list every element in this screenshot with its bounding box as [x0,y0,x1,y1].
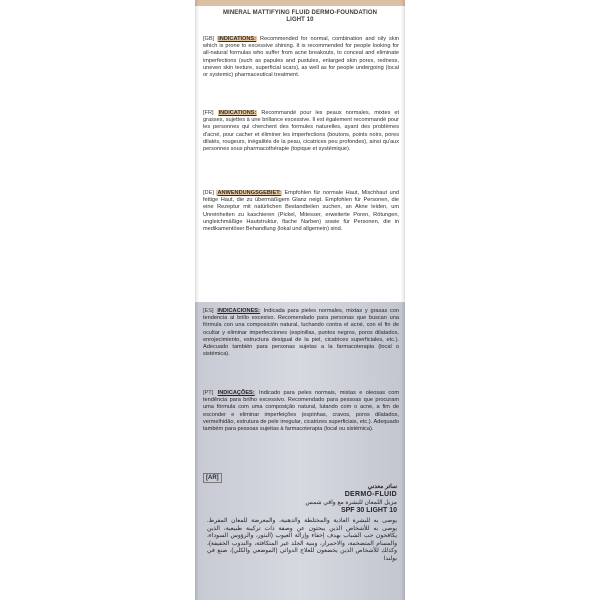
text-gb: Recommended for normal, combination and oily skin which is prone to excessive shining. It is recommended for people looking for all-natural formulas who suffer from acne breakouts, to conceal and eliminate imperfections (such as papules and pustules, enlarged skin pores, redness, uneven skin texture, superficial scars), as well as for people undergoing (local or systemic) pharmaceutical treatment. [203,36,400,79]
heading-pt: INDICAÇÕES: [217,390,255,396]
lang-code-pt: [PT] [203,390,214,396]
section-es [203,308,399,358]
section-pt [203,390,399,433]
ar-product-subtitle: مزيل اللمعان للبشرة مع واقي شمس [305,500,397,506]
heading-es: INDICACIONES: [217,308,260,314]
background-right [405,0,600,600]
product-title: MINERAL MATTIFYING FLUID DERMO-FOUNDATION [222,10,378,16]
ar-product-name: ساتر معدني [367,484,397,490]
background-left [0,0,195,600]
section-gb [203,36,399,79]
section-de [203,190,399,233]
text-fr: Recommandé pour les peaux normales, mixtes et grasses, sujettes à une brillance excessive. Il est également recommandé pour les personnes qui cherchent des formules naturelles, ayant des problèmes d'acné, pour cacher et éliminer les imperfections (boutons, points noirs, pores dilatés, rougeurs, inégalités de la peau, cicatrices peu profondes), ainsi qu'aux personnes sous pharmacothérapie (topique et systémique). [203,110,399,153]
heading-fr: INDICATIONS: [218,110,257,116]
text-de: Empfohlen für normale Haut, Mischhaut und fettige Haut, die zu übermäßigem Glanz neigt. Empfohlen für Personen, die eine Rezeptur mit natürlichen Bestandteilen suchen, an Akne leiden, um Unreinheiten zu kaschieren (Pickel, Mitesser, erweiterte Poren, Rötungen, ungleichmäßige Hautstruktur, flache Narben) sowie für Personen, die in medikamentöser Behandlung (lokal und allgemein) sind. [203,190,399,233]
text-ar: يوصى به للبشرة العادية والمختلطة والدهنية، والمعرضة للمعان المفرط. يوصى به للأشخاص الذين يبحثون عن وصفة ذات تركيبة طبيعية، الذين يكافحون حب الشباب بهدف إخفاء وإزالة العيوب (البثور، والرؤوس السوداء، والمسام المتضخمة، والاحمرار، وبنية الجلد غير المتكافئة، والندوب الخفيفة)، وكذلك للأشخاص الذين يخضعون للعلاج الدوائي (الموضعي والكلي). صنع في بولندا [207,518,397,562]
heading-de: ANWENDUNGSGEBIET: [217,190,281,196]
lang-code-de: [DE] [203,190,214,196]
section-fr [203,110,399,153]
box-edge-shadow-left [195,0,199,600]
ar-product-type: DERMO-FLUID [344,491,397,498]
box-edge-shadow-right [401,0,405,600]
product-shade: LIGHT 10 [286,17,314,23]
lang-code-fr: [FR] [203,110,214,116]
lang-code-es: [ES] [203,308,214,314]
ar-spf-shade: SPF 30 LIGHT 10 [340,507,397,514]
text-pt: Indicado para peles normais, mistas e oleosas com tendência para brilho excessivo. Recomendado para pessoas que procuram uma fórmula com uma composição natural, lutando com o acne, a fim de esconder e eliminar imperfeições (espinhas, cravos, poros dilatados, vermelhidão, estrutura de pele irregular, cicatrizes superficiais, etc.). Adequado também para pessoas sujeitas à farmacoterapia (local ou sistémica). [203,390,399,433]
heading-gb: INDICATIONS: [218,36,257,42]
product-box-side [195,0,405,600]
lang-code-ar: [AR] [203,473,222,483]
lang-code-gb: [GB] [203,36,215,42]
text-es: Indicada para pieles normales, mixtas y grasas con tendencia al brillo excesivo. Recomendado para personas que buscan una fórmula con una composición natural, luchando contra el acné, con el fin de ocultar y eliminar imperfecciones (espinillas, puntos negros, poros dilatados, enrojecimiento, estructura desigual de la piel, cicatrices superficiales, etc.). Adecuado también para personas sujetas a la farmacoterapia (local o sistémica). [203,308,399,358]
